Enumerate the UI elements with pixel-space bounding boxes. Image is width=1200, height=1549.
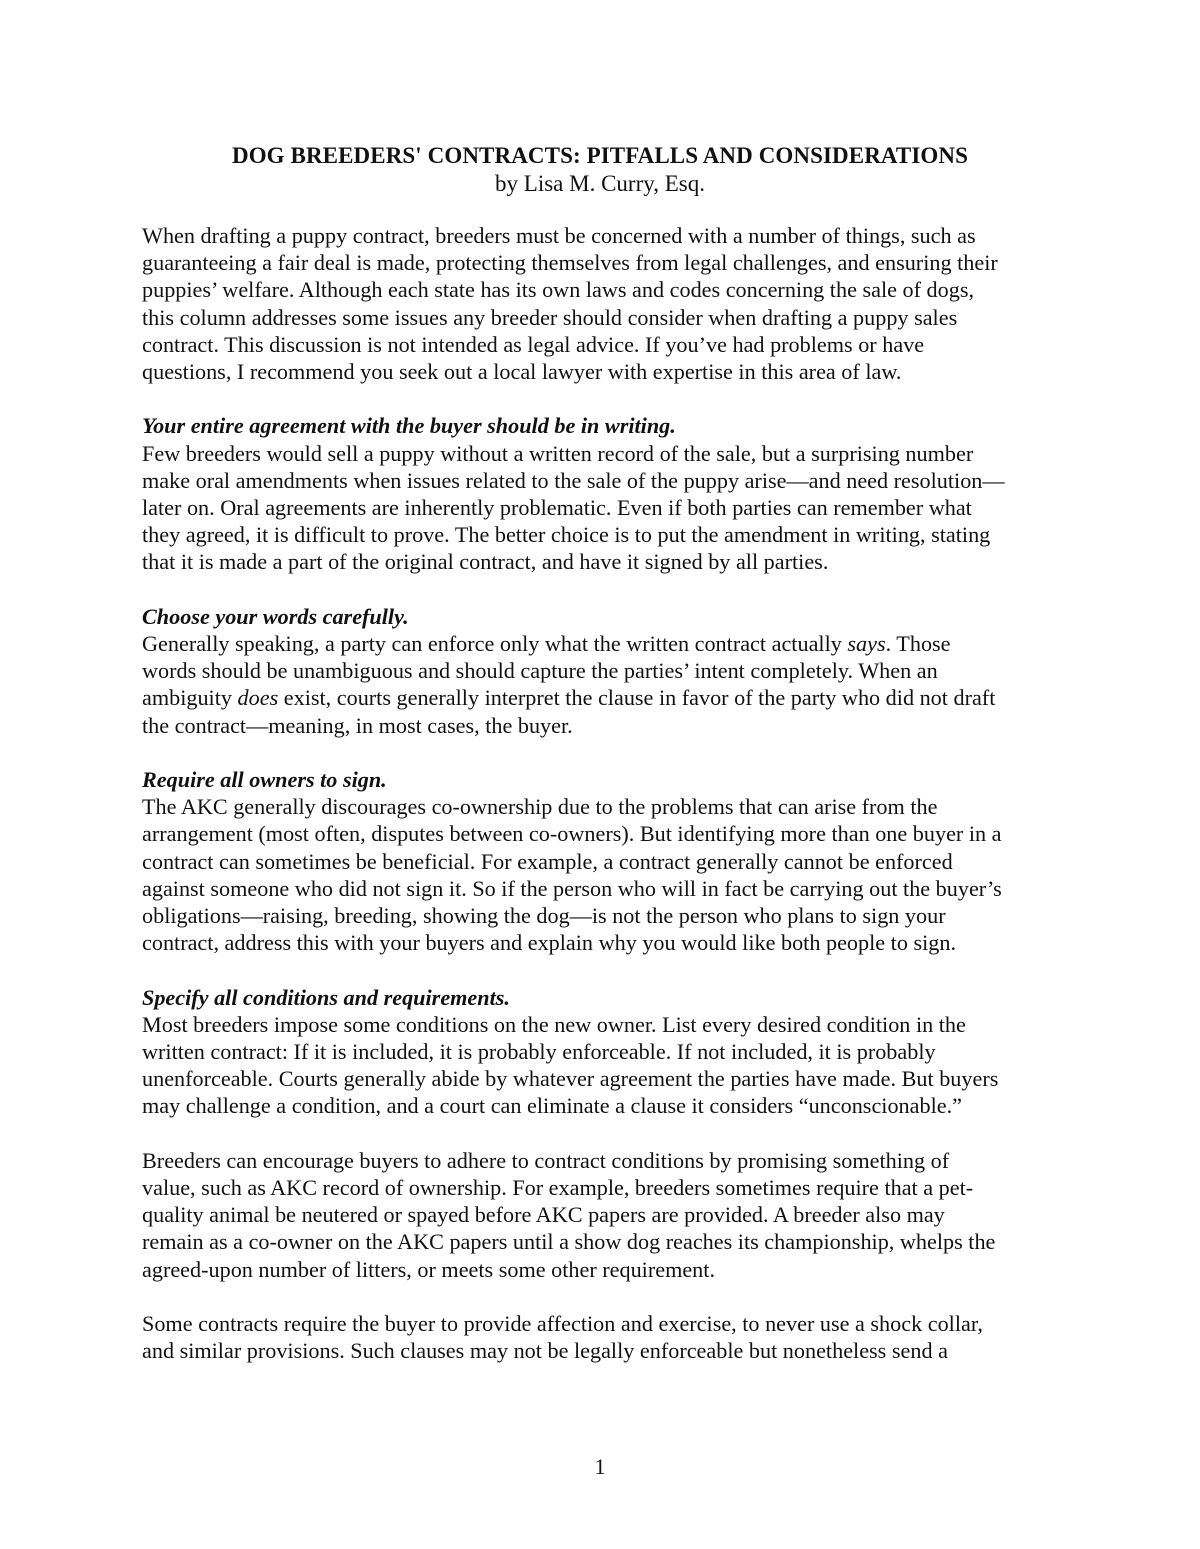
text-line: value, such as AKC record of ownership. For example, breeders sometimes require that a pet-	[142, 1175, 974, 1201]
paragraph-contracts	[142, 1310, 1070, 1364]
text-line: Some contracts require the buyer to provide affection and exercise, to never use a shock collar,	[142, 1311, 983, 1337]
text-line: remain as a co-owner on the AKC papers until a show dog reaches its championship, whelps the	[142, 1229, 996, 1255]
text-line: words should be unambiguous and should capture the parties’ intent completely. When an	[142, 658, 938, 684]
text-line: The AKC generally discourages co-ownership due to the problems that can arise from the	[142, 794, 938, 820]
section-heading: Require all owners to sign.	[142, 767, 387, 793]
text-run: Generally speaking, a party can enforce only what the written contract actually	[142, 631, 848, 657]
text-line: written contract: If it is included, it is probably enforceable. If not included, it is probably	[142, 1039, 936, 1065]
text-line: unenforceable. Courts generally abide by whatever agreement the parties have made. But buyers	[142, 1066, 999, 1092]
text-line: guaranteeing a fair deal is made, protecting themselves from legal challenges, and ensuring their	[142, 250, 998, 276]
emphasis-text: does	[237, 685, 279, 711]
text-line: questions, I recommend you seek out a local lawyer with expertise in this area of law.	[142, 359, 902, 385]
section-owners	[142, 766, 1070, 956]
author-byline: by Lisa M. Curry, Esq.	[495, 171, 705, 196]
text-line: and similar provisions. Such clauses may not be legally enforceable but nonetheless send a	[142, 1338, 948, 1364]
paragraph-breeders	[142, 1147, 1070, 1283]
intro-paragraph	[142, 222, 1070, 385]
section-heading: Specify all conditions and requirements.	[142, 984, 510, 1010]
text-line: quality animal be neutered or spayed before AKC papers are provided. A breeder also may	[142, 1202, 945, 1228]
text-line	[142, 684, 1070, 711]
text-line: this column addresses some issues any breeder should consider when drafting a puppy sales	[142, 304, 958, 330]
text-line: may challenge a condition, and a court can eliminate a clause it considers “unconscionable.”	[142, 1093, 962, 1119]
text-line: obligations—raising, breeding, showing the dog—is not the person who plans to sign your	[142, 903, 946, 929]
text-line: Breeders can encourage buyers to adhere to contract conditions by promising something of	[142, 1147, 950, 1173]
section-heading: Choose your words carefully.	[142, 603, 409, 629]
text-line: contract. This discussion is not intended as legal advice. If you’ve had problems or have	[142, 331, 925, 357]
text-run: exist, courts generally interpret the clause in favor of the party who did not draft	[278, 685, 996, 711]
text-line: that it is made a part of the original contract, and have it signed by all parties.	[142, 549, 829, 575]
section-writing	[142, 412, 1070, 575]
text-line: against someone who did not sign it. So if the person who will in fact be carrying out the buyer’s	[142, 875, 1002, 901]
text-line: arrangement (most often, disputes between co-owners). But identifying more than one buyer in a	[142, 821, 1002, 847]
text-line: contract can sometimes be beneficial. For example, a contract generally cannot be enforced	[142, 848, 953, 874]
text-line: they agreed, it is difficult to prove. The better choice is to put the amendment in writing, stating	[142, 522, 991, 548]
document-body	[142, 222, 1070, 1392]
text-line: later on. Oral agreements are inherently problematic. Even if both parties can remember what	[142, 495, 972, 521]
text-run: ambiguity	[142, 685, 238, 711]
text-run: . Those	[885, 631, 951, 657]
section-heading: Your entire agreement with the buyer should be in writing.	[142, 413, 676, 439]
text-line: agreed-upon number of litters, or meets some other requirement.	[142, 1256, 715, 1282]
text-line: Few breeders would sell a puppy without a written record of the sale, but a surprising number	[142, 440, 974, 466]
document-title: DOG BREEDERS' CONTRACTS: PITFALLS AND CONSIDERATIONS	[231, 143, 968, 168]
text-line: When drafting a puppy contract, breeders must be concerned with a number of things, such as	[142, 223, 976, 248]
document-header	[0, 142, 1200, 198]
emphasis-text: says	[847, 631, 886, 657]
page-number: 1	[594, 1454, 606, 1479]
text-line: the contract—meaning, in most cases, the buyer.	[142, 712, 573, 738]
section-words	[142, 603, 1070, 739]
section-conditions	[142, 984, 1070, 1120]
text-line: contract, address this with your buyers and explain why you would like both people to sign.	[142, 930, 957, 956]
text-line: puppies’ welfare. Although each state has its own laws and codes concerning the sale of dogs,	[142, 277, 974, 303]
text-line: make oral amendments when issues related to the sale of the puppy arise—and need resolution—	[142, 467, 1005, 493]
text-line	[142, 630, 1070, 657]
text-line: Most breeders impose some conditions on the new owner. List every desired condition in the	[142, 1011, 966, 1037]
